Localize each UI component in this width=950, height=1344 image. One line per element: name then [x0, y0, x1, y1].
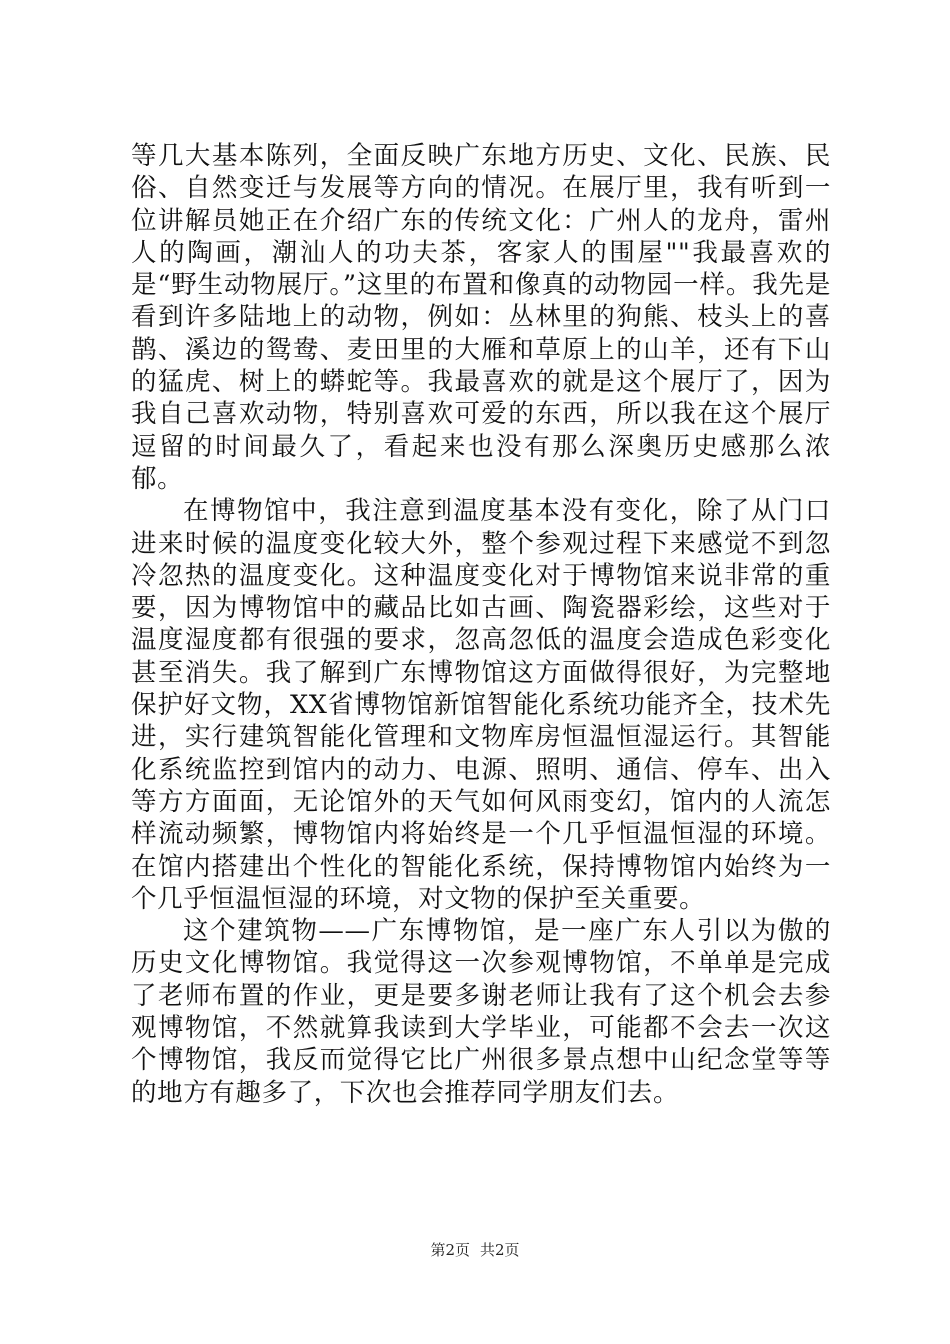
paragraph-temperature: 在博物馆中，我注意到温度基本没有变化，除了从门口进来时候的温度变化较大外，整个参观过程下来感觉不到忽冷忽热的温度变化。这种温度变化对于博物馆来说非常的重要，因为博物馆中的藏品比如古画、陶瓷器彩绘，这些对于温度湿度都有很强的要求，忽高忽低的温度会造成色彩变化甚至消失。我了解到广东博物馆这方面做得很好，为完整地保护好文物，XX省博物馆新馆智能化系统功能齐全，技术先进，实行建筑智能化管理和文物库房恒温恒湿运行。其智能化系统监控到馆内的动力、电源、照明、通信、停车、出入等方方面面，无论馆外的天气如何风雨变幻，馆内的人流怎样流动频繁，博物馆内将始终是一个几乎恒温恒湿的环境。在馆内搭建出个性化的智能化系统，保持博物馆内始终为一个几乎恒温恒湿的环境，对文物的保护至关重要。	[131, 496, 831, 914]
paragraph-continued: 等几大基本陈列，全面反映广东地方历史、文化、民族、民俗、自然变迁与发展等方向的情况。在展厅里，我有听到一位讲解员她正在介绍广东的传统文化：广州人的龙舟，雷州人的陶画，潮汕人的功夫茶，客家人的围屋""我最喜欢的是“野生动物展厅。”这里的布置和像真的动物园一样。我先是看到许多陆地上的动物，例如：丛林里的狗熊、枝头上的喜鹊、溪边的鸳鸯、麦田里的大雁和草原上的山羊，还有下山的猛虎、树上的蟒蛇等。我最喜欢的就是这个展厅了，因为我自己喜欢动物，特别喜欢可爱的东西，所以我在这个展厅逗留的时间最久了，看起来也没有那么深奥历史感那么浓郁。	[131, 141, 831, 494]
page-footer	[0, 1240, 950, 1260]
page-total: 共2页	[480, 1241, 520, 1259]
paragraph-conclusion: 这个建筑物——广东博物馆，是一座广东人引以为傲的历史文化博物馆。我觉得这一次参观博物馆，不单单是完成了老师布置的作业，更是要多谢老师让我有了这个机会去参观博物馆，不然就算我读到大学毕业，可能都不会去一次这个博物馆，我反而觉得它比广州很多景点想中山纪念堂等等的地方有趣多了，下次也会推荐同学朋友们去。	[131, 916, 831, 1108]
page-number: 第2页	[430, 1241, 470, 1259]
document-body	[131, 140, 831, 1109]
